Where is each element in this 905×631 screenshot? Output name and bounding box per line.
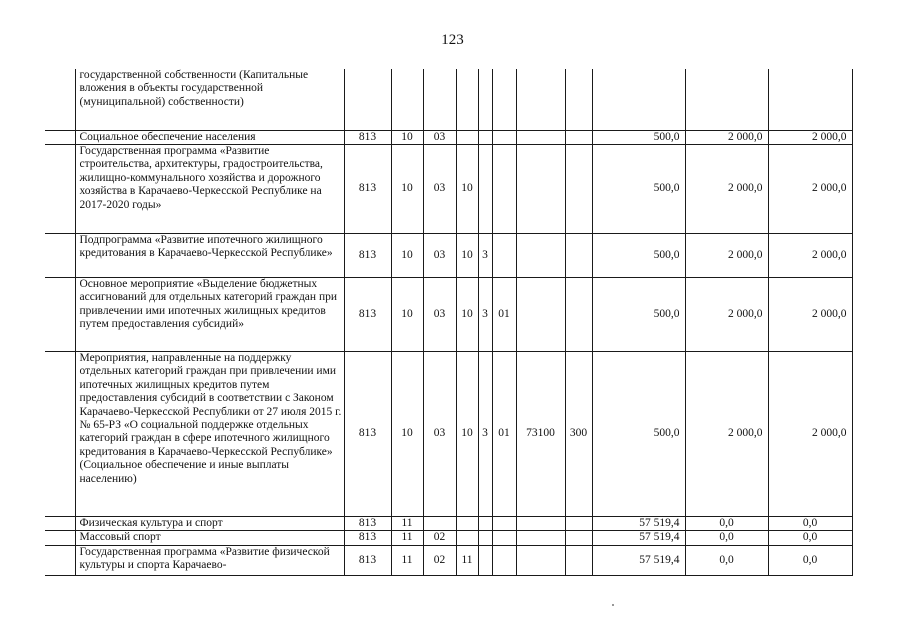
- subsection-code: 03: [423, 144, 456, 233]
- event-code: [492, 130, 516, 144]
- row-name: Подпрограмма «Развитие ипотечного жилищного кредитования в Карачаево-Черкесской Республике»: [75, 233, 344, 277]
- direction-code: [516, 277, 565, 351]
- row-name: Мероприятия, направленные на поддержку отдельных категорий граждан при привлечении ими ипотечных жилищных кредитов путем предоставления субсидий в соответствии с Законом Карачаево-Черкесской Республики от 27 июля 2015 г. № 65-РЗ «О социальной поддержке отдельных категорий граждан в сфере ипотечного жилищного кредитования в Карачаево-Черкесской Республике» (Социальное обеспечение и иные выплаты населению): [75, 351, 344, 516]
- subsection-code: [423, 516, 456, 530]
- indent-cell: [45, 277, 75, 351]
- expense-type-code: [565, 69, 592, 130]
- direction-code: [516, 144, 565, 233]
- program-code: 10: [456, 351, 478, 516]
- row-name: Основное мероприятие «Выделение бюджетных ассигнований для отдельных категорий граждан при привлечении ими ипотечных жилищных кредитов путем предоставления субсидий»: [75, 277, 344, 351]
- subprogram-code: 3: [478, 351, 492, 516]
- subprogram-code: 3: [478, 277, 492, 351]
- row-name: Государственная программа «Развитие физической культуры и спорта Карачаево-: [75, 545, 344, 575]
- direction-code: [516, 531, 565, 545]
- amount-year-2: 0,0: [685, 531, 768, 545]
- amount-year-1: 57 519,4: [592, 545, 685, 575]
- amount-year-2: 0,0: [685, 516, 768, 530]
- section-code: 10: [391, 277, 423, 351]
- amount-year-2: 2 000,0: [685, 144, 768, 233]
- amount-year-3: [768, 69, 852, 130]
- amount-year-1: 500,0: [592, 351, 685, 516]
- subprogram-code: [478, 69, 492, 130]
- ministry-code: [344, 69, 391, 130]
- subsection-code: 03: [423, 233, 456, 277]
- amount-year-2: 0,0: [685, 545, 768, 575]
- program-code: 10: [456, 277, 478, 351]
- expense-type-code: [565, 516, 592, 530]
- row-name: Государственная программа «Развитие строительства, архитектуры, градостроительства, жилищно-коммунального хозяйства и дорожного хозяйства в Карачаево-Черкесской Республике на 2017-2020 годы»: [75, 144, 344, 233]
- table-row: [45, 144, 852, 233]
- subsection-code: 02: [423, 531, 456, 545]
- event-code: [492, 144, 516, 233]
- amount-year-1: 500,0: [592, 130, 685, 144]
- indent-cell: [45, 351, 75, 516]
- program-code: 10: [456, 144, 478, 233]
- direction-code: [516, 233, 565, 277]
- row-name: государственной собственности (Капитальные вложения в объекты государственной (муниципальной) собственности): [75, 69, 344, 130]
- subprogram-code: [478, 545, 492, 575]
- table-row: [45, 351, 852, 516]
- program-code: [456, 69, 478, 130]
- table-row: [45, 516, 852, 530]
- program-code: [456, 531, 478, 545]
- subprogram-code: 3: [478, 233, 492, 277]
- amount-year-3: 2 000,0: [768, 144, 852, 233]
- amount-year-1: 57 519,4: [592, 531, 685, 545]
- program-code: 10: [456, 233, 478, 277]
- amount-year-2: 2 000,0: [685, 351, 768, 516]
- table-row: [45, 69, 852, 130]
- amount-year-2: 2 000,0: [685, 277, 768, 351]
- expense-type-code: [565, 233, 592, 277]
- section-code: 11: [391, 516, 423, 530]
- amount-year-3: 0,0: [768, 516, 852, 530]
- direction-code: 73100: [516, 351, 565, 516]
- table-row: [45, 531, 852, 545]
- subsection-code: 03: [423, 351, 456, 516]
- event-code: 01: [492, 277, 516, 351]
- ministry-code: 813: [344, 144, 391, 233]
- expense-type-code: [565, 277, 592, 351]
- section-code: 10: [391, 130, 423, 144]
- ministry-code: 813: [344, 277, 391, 351]
- amount-year-1: [592, 69, 685, 130]
- program-code: 11: [456, 545, 478, 575]
- page-number: 123: [441, 32, 464, 48]
- row-name: Социальное обеспечение населения: [75, 130, 344, 144]
- amount-year-3: 2 000,0: [768, 351, 852, 516]
- amount-year-1: 57 519,4: [592, 516, 685, 530]
- table-row: [45, 233, 852, 277]
- indent-cell: [45, 233, 75, 277]
- direction-code: [516, 69, 565, 130]
- indent-cell: [45, 531, 75, 545]
- section-code: 11: [391, 545, 423, 575]
- amount-year-2: 2 000,0: [685, 130, 768, 144]
- event-code: [492, 545, 516, 575]
- budget-table: [45, 69, 853, 576]
- direction-code: [516, 130, 565, 144]
- ministry-code: 813: [344, 545, 391, 575]
- subsection-code: 02: [423, 545, 456, 575]
- amount-year-2: [685, 69, 768, 130]
- expense-type-code: [565, 531, 592, 545]
- section-code: 10: [391, 351, 423, 516]
- section-code: 11: [391, 531, 423, 545]
- program-code: [456, 516, 478, 530]
- amount-year-1: 500,0: [592, 144, 685, 233]
- indent-cell: [45, 144, 75, 233]
- indent-cell: [45, 130, 75, 144]
- event-code: [492, 516, 516, 530]
- indent-cell: [45, 545, 75, 575]
- event-code: [492, 531, 516, 545]
- table-row: [45, 130, 852, 144]
- section-code: 10: [391, 233, 423, 277]
- subprogram-code: [478, 531, 492, 545]
- amount-year-3: 0,0: [768, 531, 852, 545]
- subprogram-code: [478, 144, 492, 233]
- amount-year-3: 2 000,0: [768, 277, 852, 351]
- scan-speck: [612, 604, 614, 606]
- amount-year-3: 2 000,0: [768, 130, 852, 144]
- expense-type-code: [565, 545, 592, 575]
- program-code: [456, 130, 478, 144]
- event-code: 01: [492, 351, 516, 516]
- ministry-code: 813: [344, 531, 391, 545]
- amount-year-3: 2 000,0: [768, 233, 852, 277]
- ministry-code: 813: [344, 516, 391, 530]
- ministry-code: 813: [344, 351, 391, 516]
- indent-cell: [45, 69, 75, 130]
- amount-year-1: 500,0: [592, 277, 685, 351]
- direction-code: [516, 545, 565, 575]
- subprogram-code: [478, 130, 492, 144]
- expense-type-code: [565, 144, 592, 233]
- expense-type-code: [565, 130, 592, 144]
- direction-code: [516, 516, 565, 530]
- section-code: [391, 69, 423, 130]
- row-name: Физическая культура и спорт: [75, 516, 344, 530]
- subsection-code: 03: [423, 277, 456, 351]
- subsection-code: 03: [423, 130, 456, 144]
- subsection-code: [423, 69, 456, 130]
- amount-year-1: 500,0: [592, 233, 685, 277]
- subprogram-code: [478, 516, 492, 530]
- row-name: Массовый спорт: [75, 531, 344, 545]
- event-code: [492, 233, 516, 277]
- ministry-code: 813: [344, 130, 391, 144]
- table-row: [45, 545, 852, 575]
- indent-cell: [45, 516, 75, 530]
- table-row: [45, 277, 852, 351]
- event-code: [492, 69, 516, 130]
- section-code: 10: [391, 144, 423, 233]
- amount-year-3: 0,0: [768, 545, 852, 575]
- ministry-code: 813: [344, 233, 391, 277]
- expense-type-code: 300: [565, 351, 592, 516]
- amount-year-2: 2 000,0: [685, 233, 768, 277]
